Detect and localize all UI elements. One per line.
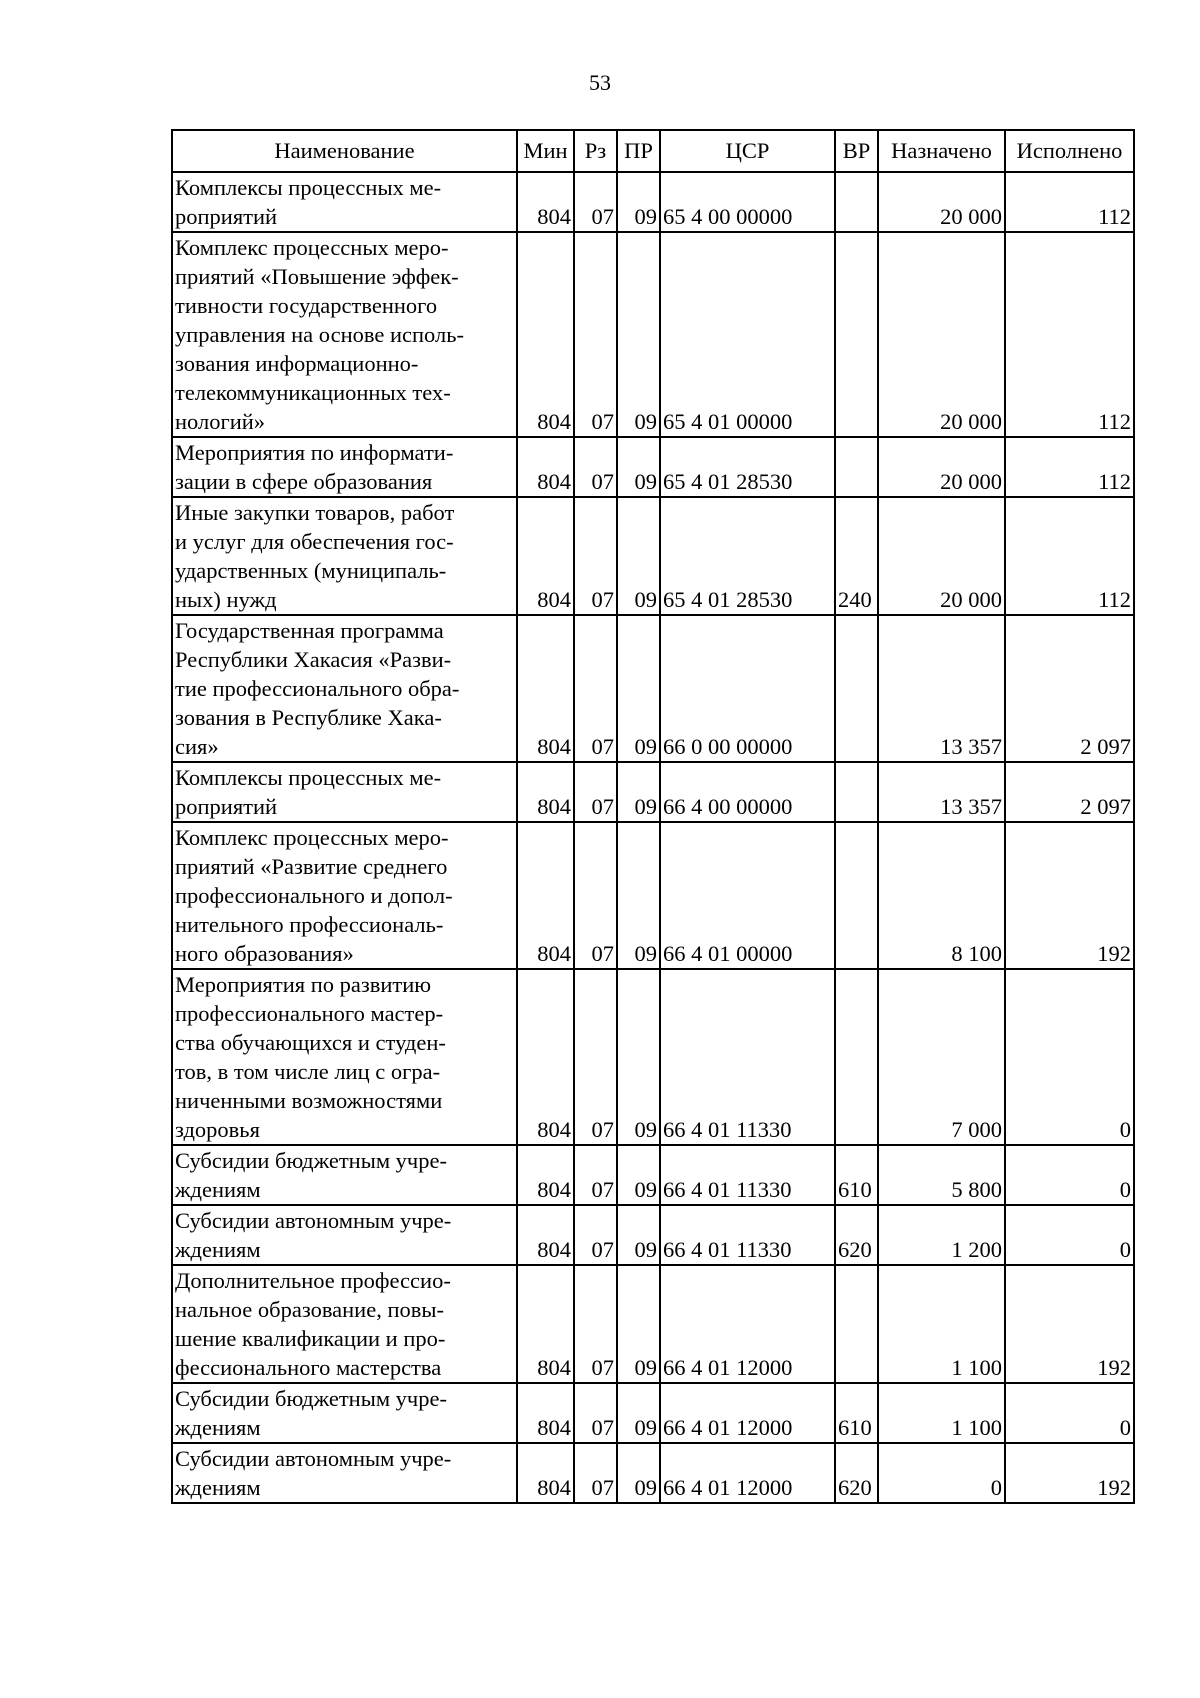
- page-number: 53: [589, 70, 611, 95]
- name-line: Комплексы процессных ме-: [175, 175, 442, 200]
- cell-assigned: 20 000: [878, 437, 1005, 497]
- cell-rz: 07: [574, 1145, 617, 1205]
- cell-name: [172, 762, 517, 822]
- cell-min: 804: [517, 1205, 574, 1265]
- cell-assigned: 5 800: [878, 1145, 1005, 1205]
- cell-rz: 07: [574, 1383, 617, 1443]
- cell-min: 804: [517, 232, 574, 437]
- table-row: [172, 1383, 1134, 1443]
- name-line: тов, в том числе лиц с огра-: [175, 1059, 441, 1084]
- header-assigned: Назначено: [878, 130, 1005, 172]
- header-pr: ПР: [617, 130, 660, 172]
- cell-assigned: 20 000: [878, 172, 1005, 232]
- cell-pr: 09: [617, 615, 660, 762]
- name-line: Субсидии автономным учре-: [175, 1208, 452, 1233]
- table-row: [172, 615, 1134, 762]
- cell-executed: 112: [1005, 172, 1134, 232]
- cell-rz: 07: [574, 437, 617, 497]
- name-line: сия»: [175, 734, 219, 759]
- cell-rz: 07: [574, 762, 617, 822]
- cell-executed: 0: [1005, 1205, 1134, 1265]
- table-row: [172, 762, 1134, 822]
- name-line: ства обучающихся и студен-: [175, 1030, 446, 1055]
- cell-csr: 66 4 01 11330: [660, 969, 835, 1145]
- cell-min: 804: [517, 437, 574, 497]
- name-line: Комплекс процессных меро-: [175, 825, 449, 850]
- cell-name: [172, 232, 517, 437]
- cell-executed: 0: [1005, 1383, 1134, 1443]
- name-line: Комплексы процессных ме-: [175, 765, 442, 790]
- name-line: здоровья: [175, 1117, 260, 1142]
- cell-min: 804: [517, 615, 574, 762]
- cell-min: 804: [517, 822, 574, 969]
- cell-executed: 192: [1005, 1265, 1134, 1383]
- cell-min: 804: [517, 1265, 574, 1383]
- cell-min: 804: [517, 497, 574, 615]
- cell-executed: 0: [1005, 1145, 1134, 1205]
- cell-vr: [835, 822, 878, 969]
- cell-min: 804: [517, 762, 574, 822]
- cell-pr: 09: [617, 1205, 660, 1265]
- cell-pr: 09: [617, 232, 660, 437]
- name-line: управления на основе исполь-: [175, 322, 464, 347]
- cell-assigned: 7 000: [878, 969, 1005, 1145]
- cell-min: 804: [517, 172, 574, 232]
- name-line: зования информационно-: [175, 351, 419, 376]
- table-row: [172, 497, 1134, 615]
- cell-assigned: 1 100: [878, 1383, 1005, 1443]
- cell-csr: 66 4 00 00000: [660, 762, 835, 822]
- name-line: Субсидии автономным учре-: [175, 1446, 452, 1471]
- name-line: ждениям: [175, 1177, 261, 1202]
- table-row: [172, 437, 1134, 497]
- table-row: [172, 1205, 1134, 1265]
- name-line: тивности государственного: [175, 293, 438, 318]
- table-header-row: [172, 130, 1134, 172]
- cell-min: 804: [517, 1443, 574, 1503]
- cell-executed: 112: [1005, 437, 1134, 497]
- cell-vr: [835, 762, 878, 822]
- name-line: телекоммуникационных тех-: [175, 380, 451, 405]
- cell-vr: [835, 969, 878, 1145]
- name-line: нальное образование, повы-: [175, 1297, 444, 1322]
- cell-min: 804: [517, 1383, 574, 1443]
- cell-csr: 65 4 01 28530: [660, 497, 835, 615]
- cell-pr: 09: [617, 1145, 660, 1205]
- cell-rz: 07: [574, 1205, 617, 1265]
- cell-assigned: 1 100: [878, 1265, 1005, 1383]
- name-line: ных) нужд: [175, 587, 277, 612]
- cell-rz: 07: [574, 232, 617, 437]
- name-line: Субсидии бюджетным учре-: [175, 1386, 447, 1411]
- cell-vr: 610: [835, 1383, 878, 1443]
- cell-name: [172, 1265, 517, 1383]
- name-line: нологий»: [175, 409, 266, 434]
- name-line: Мероприятия по развитию: [175, 972, 432, 997]
- cell-executed: 2 097: [1005, 615, 1134, 762]
- cell-vr: 620: [835, 1205, 878, 1265]
- cell-csr: 66 4 01 12000: [660, 1265, 835, 1383]
- cell-pr: 09: [617, 762, 660, 822]
- table-row: [172, 172, 1134, 232]
- table-row: [172, 1145, 1134, 1205]
- name-line: ного образования»: [175, 941, 354, 966]
- header-rz: Рз: [574, 130, 617, 172]
- cell-csr: 66 4 01 00000: [660, 822, 835, 969]
- cell-assigned: 1 200: [878, 1205, 1005, 1265]
- name-line: Мероприятия по информати-: [175, 440, 454, 465]
- cell-vr: 620: [835, 1443, 878, 1503]
- cell-executed: 112: [1005, 232, 1134, 437]
- name-line: ждениям: [175, 1415, 261, 1440]
- cell-name: [172, 172, 517, 232]
- table-row: [172, 1443, 1134, 1503]
- cell-pr: 09: [617, 437, 660, 497]
- cell-vr: [835, 1265, 878, 1383]
- table-row: [172, 822, 1134, 969]
- cell-name: [172, 1205, 517, 1265]
- cell-name: [172, 1383, 517, 1443]
- name-line: профессионального и допол-: [175, 883, 453, 908]
- header-csr: ЦСР: [660, 130, 835, 172]
- cell-rz: 07: [574, 497, 617, 615]
- cell-min: 804: [517, 1145, 574, 1205]
- name-line: роприятий: [175, 794, 278, 819]
- cell-pr: 09: [617, 172, 660, 232]
- cell-assigned: 0: [878, 1443, 1005, 1503]
- cell-rz: 07: [574, 1443, 617, 1503]
- cell-name: [172, 1145, 517, 1205]
- header-min: Мин: [517, 130, 574, 172]
- cell-vr: [835, 615, 878, 762]
- name-line: Республики Хакасия «Разви-: [175, 647, 452, 672]
- table-row: [172, 969, 1134, 1145]
- cell-csr: 65 4 01 00000: [660, 232, 835, 437]
- cell-executed: 192: [1005, 822, 1134, 969]
- cell-assigned: 20 000: [878, 497, 1005, 615]
- cell-rz: 07: [574, 615, 617, 762]
- cell-executed: 112: [1005, 497, 1134, 615]
- cell-name: [172, 497, 517, 615]
- cell-pr: 09: [617, 969, 660, 1145]
- cell-assigned: 13 357: [878, 615, 1005, 762]
- name-line: ждениям: [175, 1475, 261, 1500]
- cell-rz: 07: [574, 969, 617, 1145]
- cell-vr: 240: [835, 497, 878, 615]
- cell-assigned: 8 100: [878, 822, 1005, 969]
- cell-csr: 66 4 01 11330: [660, 1145, 835, 1205]
- name-line: Комплекс процессных меро-: [175, 235, 449, 260]
- name-line: ниченными возможностями: [175, 1088, 443, 1113]
- cell-vr: [835, 437, 878, 497]
- cell-csr: 66 0 00 00000: [660, 615, 835, 762]
- name-line: Иные закупки товаров, работ: [175, 500, 455, 525]
- table-row: [172, 1265, 1134, 1383]
- table-body: [172, 172, 1134, 1503]
- header-vr: ВР: [835, 130, 878, 172]
- cell-pr: 09: [617, 1443, 660, 1503]
- name-line: роприятий: [175, 204, 278, 229]
- cell-name: [172, 969, 517, 1145]
- cell-vr: 610: [835, 1145, 878, 1205]
- cell-rz: 07: [574, 1265, 617, 1383]
- budget-table: [171, 129, 1135, 1504]
- cell-assigned: 20 000: [878, 232, 1005, 437]
- cell-assigned: 13 357: [878, 762, 1005, 822]
- cell-csr: 66 4 01 12000: [660, 1383, 835, 1443]
- table-row: [172, 232, 1134, 437]
- name-line: зования в Республике Хака-: [175, 705, 442, 730]
- cell-csr: 66 4 01 12000: [660, 1443, 835, 1503]
- cell-pr: 09: [617, 497, 660, 615]
- cell-csr: 65 4 01 28530: [660, 437, 835, 497]
- cell-min: 804: [517, 969, 574, 1145]
- cell-name: [172, 1443, 517, 1503]
- name-line: Дополнительное профессио-: [175, 1268, 451, 1293]
- cell-name: [172, 437, 517, 497]
- header-name: Наименование: [172, 130, 517, 172]
- cell-rz: 07: [574, 822, 617, 969]
- name-line: приятий «Развитие среднего: [175, 854, 448, 879]
- header-executed: Исполнено: [1005, 130, 1134, 172]
- name-line: профессионального мастер-: [175, 1001, 444, 1026]
- cell-pr: 09: [617, 1265, 660, 1383]
- name-line: нительного профессиональ-: [175, 912, 444, 937]
- name-line: и услуг для обеспечения гос-: [175, 529, 454, 554]
- cell-executed: 0: [1005, 969, 1134, 1145]
- name-line: ждениям: [175, 1237, 261, 1262]
- cell-name: [172, 615, 517, 762]
- cell-executed: 192: [1005, 1443, 1134, 1503]
- cell-pr: 09: [617, 1383, 660, 1443]
- name-line: зации в сфере образования: [175, 469, 433, 494]
- name-line: Субсидии бюджетным учре-: [175, 1148, 447, 1173]
- name-line: шение квалификации и про-: [175, 1326, 446, 1351]
- name-line: тие профессионального обра-: [175, 676, 460, 701]
- cell-rz: 07: [574, 172, 617, 232]
- cell-pr: 09: [617, 822, 660, 969]
- cell-csr: 65 4 00 00000: [660, 172, 835, 232]
- cell-csr: 66 4 01 11330: [660, 1205, 835, 1265]
- cell-vr: [835, 172, 878, 232]
- name-line: Государственная программа: [175, 618, 444, 643]
- cell-executed: 2 097: [1005, 762, 1134, 822]
- name-line: приятий «Повышение эффек-: [175, 264, 459, 289]
- name-line: ударственных (муниципаль-: [175, 558, 447, 583]
- cell-vr: [835, 232, 878, 437]
- name-line: фессионального мастерства: [175, 1355, 442, 1380]
- cell-name: [172, 822, 517, 969]
